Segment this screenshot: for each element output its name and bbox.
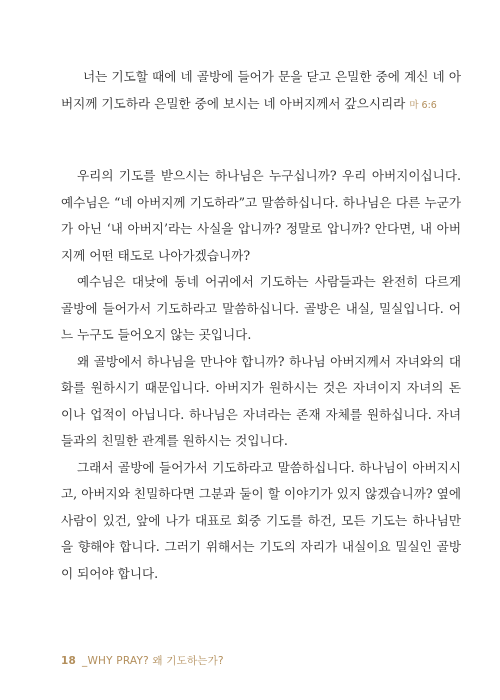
scripture-quote [61,64,461,119]
body-text [61,163,461,587]
quote-text: 너는 기도할 때에 네 골방에 들어가 문을 닫고 은밀한 중에 계신 네 아버지께 기도하라 은밀한 중에 보시는 네 아버지께서 갚으시리라 [61,69,461,111]
paragraph: 예수님은 대낮에 동네 어귀에서 기도하는 사람들과는 완전히 다르게 골방에 들어가서 기도하라고 말씀하십니다. 골방은 내실, 밀실입니다. 어느 누구도 들어오지 않는 곳입니다. [61,274,461,342]
scripture-reference: 마 6:6 [409,99,437,111]
paragraph: 우리의 기도를 받으시는 하나님은 누구십니까? 우리 아버지이십니다. 예수님은 “네 아버지께 기도하라”고 말씀하십니다. 하나님은 다른 누군가가 아닌 ‘내 아버지’라는 사실을 압니까? 정말로 압니까? 안다면, 내 아버지께 어떤 태도로 나아가겠습니까? [61,168,461,263]
page-number: 18 [61,655,77,667]
page-footer [61,653,224,668]
paragraph: 왜 골방에서 하나님을 만나야 합니까? 하나님 아버지께서 자녀와의 대화를 원하시기 때문입니다. 아버지가 원하시는 것은 자녀이지 자녀의 돈이나 업적이 아닙니다. 하나님은 자녀라는 존재 자체를 원하십니다. 자녀들과의 친밀한 관계를 원하시는 것입니다. [61,353,461,448]
running-title: _WHY PRAY? 왜 기도하는가? [82,655,224,667]
paragraph: 그래서 골방에 들어가서 기도하라고 말씀하십니다. 하나님이 아버지시고, 아버지와 친밀하다면 그분과 둘이 할 이야기가 있지 않겠습니까? 옆에 사람이 있건, 앞에 나가 대표로 회중 기도를 하건, 모든 기도는 하나님만을 향해야 합니다. 그러기 위해서는 기도의 자리가 내실이요 밀실인 골방이 되어야 합니다. [61,459,461,581]
